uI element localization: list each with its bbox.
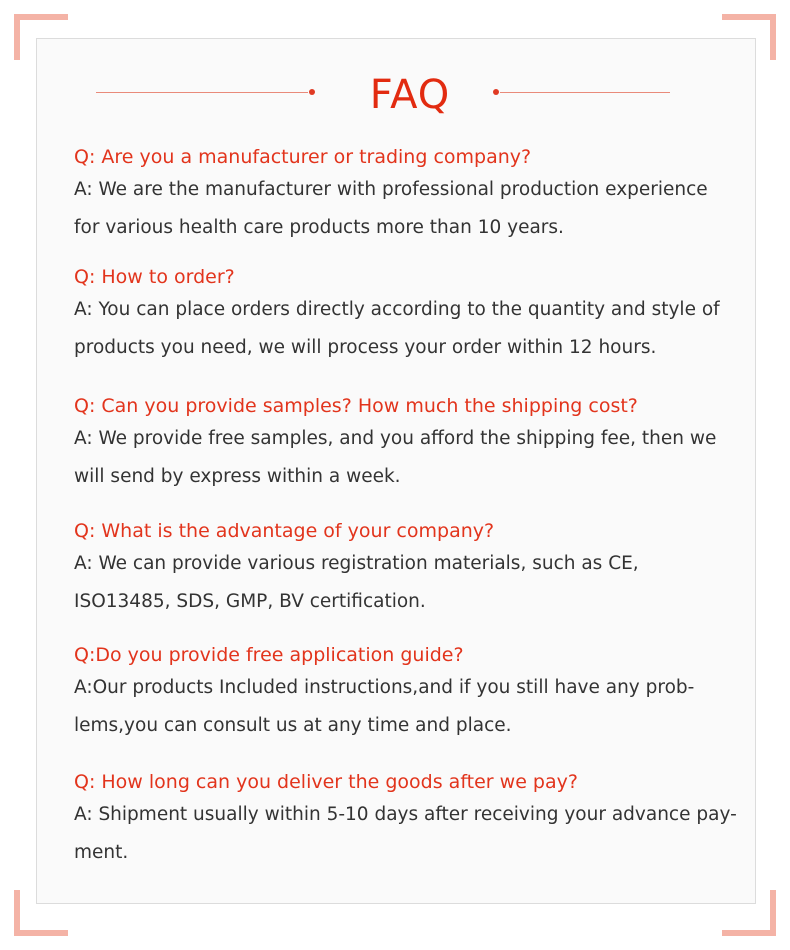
faq-question: Q: How to order? — [74, 266, 235, 288]
faq-answer-line: products you need, we will process your order within 12 hours. — [74, 337, 657, 358]
title-row — [0, 52, 790, 118]
faq-answer-line: A:Our products Included instructions,and if you still have any prob- — [74, 677, 695, 698]
faq-answer-line: A: We are the manufacturer with professional production experience — [74, 179, 708, 200]
title-dot-left — [309, 89, 315, 95]
faq-answer — [74, 291, 744, 367]
faq-answer — [74, 669, 744, 745]
page-title: FAQ — [369, 72, 451, 118]
faq-answer-line: A: We can provide various registration materials, such as CE, — [74, 553, 639, 574]
faq-answer — [74, 171, 744, 247]
faq-question: Q: Can you provide samples? How much the shipping cost? — [74, 395, 638, 417]
faq-item — [74, 518, 744, 621]
title-divider-left — [96, 92, 308, 93]
faq-item — [74, 264, 744, 367]
faq-answer — [74, 420, 744, 496]
faq-item — [74, 642, 744, 745]
faq-answer-line: A: You can place orders directly according to the quantity and style of — [74, 299, 720, 320]
title-dot-right — [493, 89, 499, 95]
faq-item — [74, 144, 744, 247]
faq-item — [74, 769, 744, 872]
faq-question: Q: What is the advantage of your company? — [74, 520, 495, 542]
title-divider-right — [500, 92, 670, 93]
faq-answer-line: ISO13485, SDS, GMP, BV certification. — [74, 591, 426, 612]
faq-item — [74, 393, 744, 496]
faq-answer — [74, 796, 744, 872]
faq-answer-line: for various health care products more than 10 years. — [74, 217, 564, 238]
faq-question: Q: Are you a manufacturer or trading company? — [74, 146, 532, 168]
faq-answer-line: A: We provide free samples, and you afford the shipping fee, then we — [74, 428, 717, 449]
faq-answer-line: lems,you can consult us at any time and place. — [74, 715, 512, 736]
faq-question: Q:Do you provide free application guide? — [74, 644, 464, 666]
faq-answer-line: A: Shipment usually within 5-10 days after receiving your advance pay- — [74, 804, 737, 825]
faq-question: Q: How long can you deliver the goods after we pay? — [74, 771, 578, 793]
faq-answer-line: will send by express within a week. — [74, 466, 401, 487]
faq-answer-line: ment. — [74, 842, 129, 863]
faq-answer — [74, 545, 744, 621]
